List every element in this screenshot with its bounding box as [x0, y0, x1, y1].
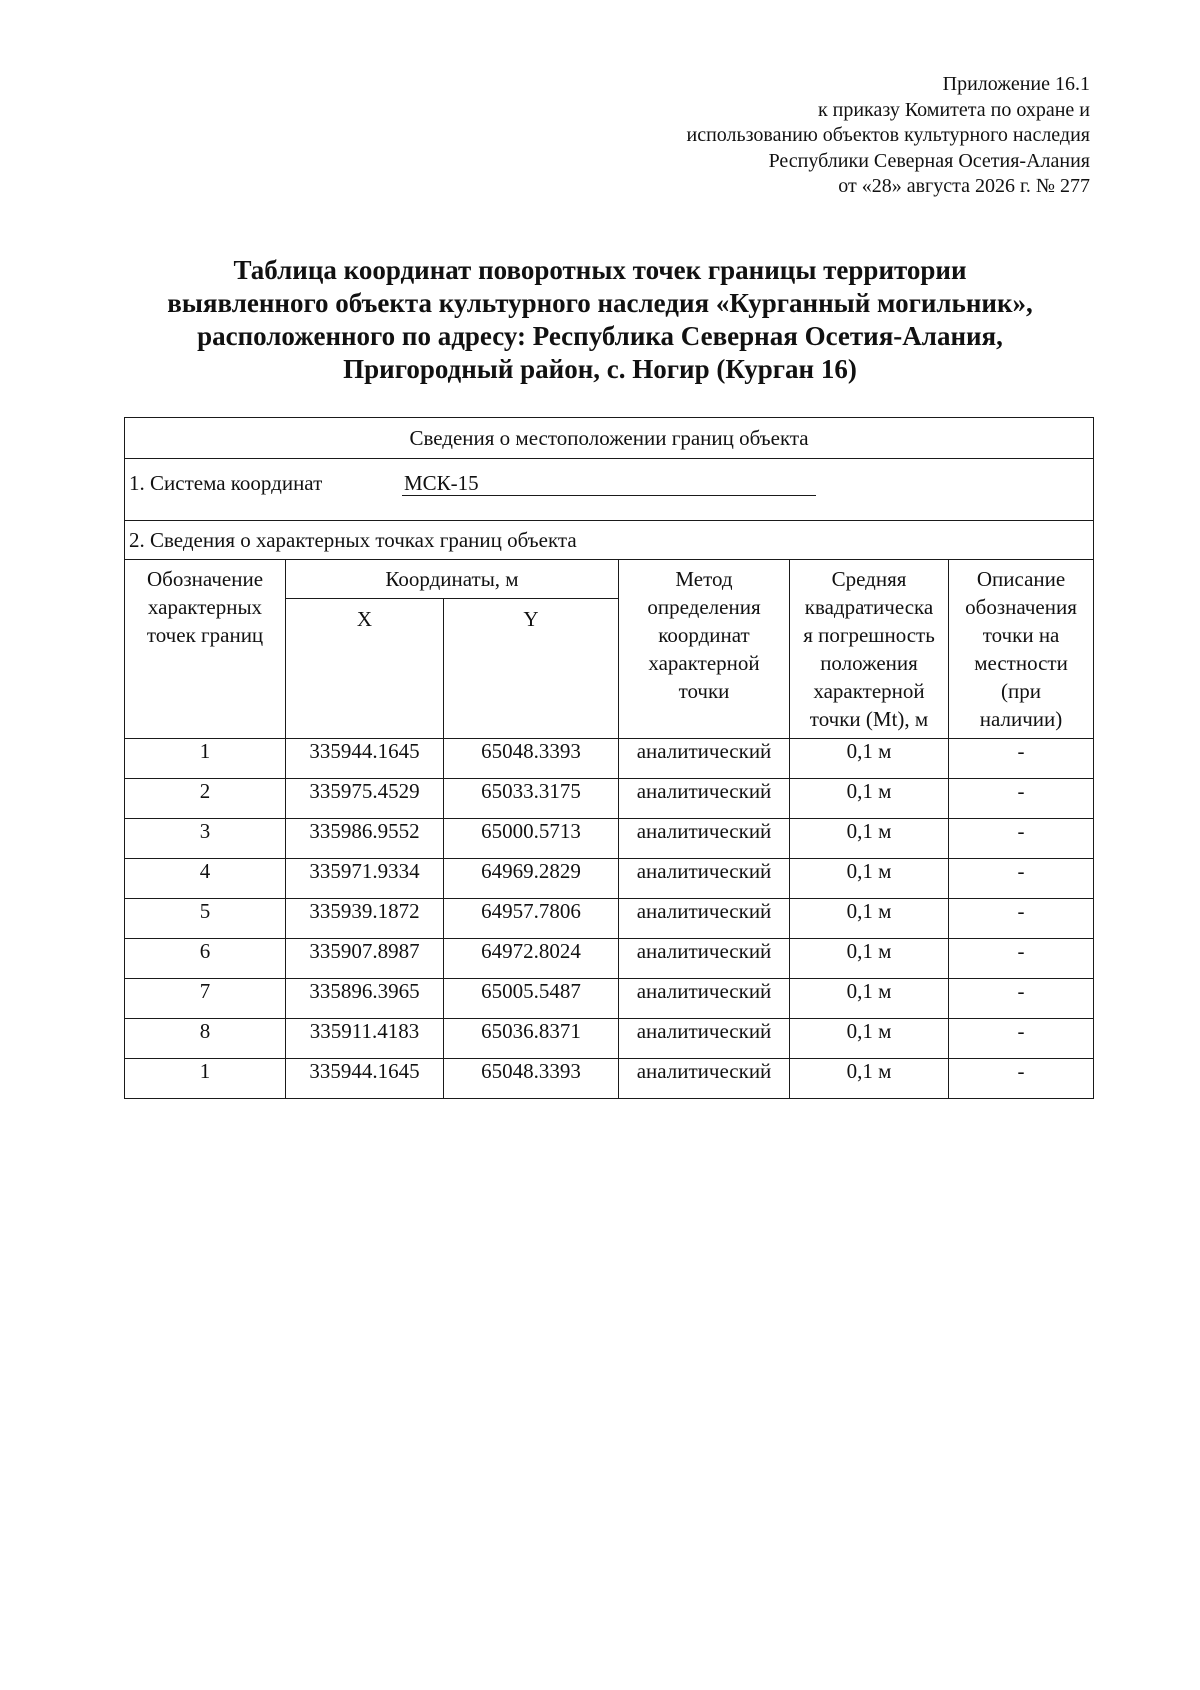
cell-y: 65000.5713 — [444, 819, 619, 859]
appendix-line: Приложение 16.1 — [942, 73, 1090, 95]
cell-description: - — [949, 859, 1094, 899]
header-text: точки (Mt), м — [809, 707, 929, 731]
header-text: обозначения — [965, 595, 1077, 619]
cell-x: 335939.1872 — [286, 899, 444, 939]
cell-x: 335986.9552 — [286, 819, 444, 859]
cell-y: 64957.7806 — [444, 899, 619, 939]
cell-method: аналитический — [619, 979, 790, 1019]
cell-error: 0,1 м — [790, 1059, 949, 1099]
cell-method: аналитический — [619, 1019, 790, 1059]
table-row — [125, 939, 1094, 979]
cell-description: - — [949, 1059, 1094, 1099]
table-row — [125, 979, 1094, 1019]
appendix-line: Республики Северная Осетия-Алания — [768, 149, 1090, 172]
cell-x: 335907.8987 — [286, 939, 444, 979]
cell-point: 8 — [125, 1019, 286, 1059]
header-text: (при — [1001, 679, 1042, 703]
coord-system-row — [125, 459, 1094, 521]
table-row — [125, 819, 1094, 859]
header-text: координат — [658, 623, 750, 647]
header-text: характерных — [147, 595, 263, 619]
cell-description: - — [949, 979, 1094, 1019]
cell-x: 335975.4529 — [286, 779, 444, 819]
appendix-line: к приказу Комитета по охране и — [817, 98, 1090, 121]
appendix-line: использованию объектов культурного наследия — [686, 124, 1090, 146]
table-body — [125, 739, 1094, 1099]
cell-y: 64969.2829 — [444, 859, 619, 899]
header-text: положения — [820, 651, 918, 675]
cell-description: - — [949, 739, 1094, 779]
table-row — [125, 739, 1094, 779]
header-text: характерной — [648, 651, 760, 675]
cell-point: 3 — [125, 819, 286, 859]
cell-x: 335896.3965 — [286, 979, 444, 1019]
title-line: выявленного объекта культурного наследия «Курганный могильник», — [167, 288, 1033, 318]
header-text: наличии) — [979, 707, 1063, 731]
section-title: Сведения о местоположении границ объекта — [125, 418, 1094, 459]
header-text: я погрешность — [803, 623, 935, 647]
header-text: Обозначение — [146, 567, 264, 591]
coordinates-table — [124, 417, 1094, 1099]
cell-y: 65048.3393 — [444, 1059, 619, 1099]
header-text: местности — [974, 651, 1068, 675]
cell-description: - — [949, 899, 1094, 939]
cell-error: 0,1 м — [790, 819, 949, 859]
points-section-label: 2. Сведения о характерных точках границ объекта — [125, 521, 1094, 560]
cell-y: 64972.8024 — [444, 939, 619, 979]
header-text: квадратическа — [804, 595, 934, 619]
header-text: точки на — [982, 623, 1060, 647]
cell-point: 1 — [125, 1059, 286, 1099]
cell-method: аналитический — [619, 1059, 790, 1099]
cell-method: аналитический — [619, 859, 790, 899]
coord-system-label: 1. Система координат — [129, 471, 323, 495]
header-x: X — [286, 599, 444, 739]
appendix-header — [490, 72, 1090, 200]
cell-description: - — [949, 819, 1094, 859]
header-text: Метод — [675, 567, 733, 591]
header-text: характерной — [813, 679, 925, 703]
cell-point: 4 — [125, 859, 286, 899]
cell-method: аналитический — [619, 779, 790, 819]
cell-y: 65033.3175 — [444, 779, 619, 819]
appendix-line: от «28» августа 2026 г. № 277 — [838, 175, 1090, 197]
cell-y: 65005.5487 — [444, 979, 619, 1019]
header-designation — [125, 560, 286, 739]
title-line: Таблица координат поворотных точек границы территории — [233, 255, 967, 285]
header-method — [619, 560, 790, 739]
table-row — [125, 779, 1094, 819]
header-description — [949, 560, 1094, 739]
cell-error: 0,1 м — [790, 939, 949, 979]
header-y: Y — [444, 599, 619, 739]
cell-method: аналитический — [619, 739, 790, 779]
header-text: Описание — [976, 567, 1066, 591]
table-row — [125, 899, 1094, 939]
cell-method: аналитический — [619, 899, 790, 939]
cell-error: 0,1 м — [790, 979, 949, 1019]
cell-point: 2 — [125, 779, 286, 819]
title-line: Пригородный район, с. Ногир (Курган 16) — [343, 354, 857, 384]
table-row — [125, 1059, 1094, 1099]
cell-point: 7 — [125, 979, 286, 1019]
cell-y: 65036.8371 — [444, 1019, 619, 1059]
header-error — [790, 560, 949, 739]
cell-x: 335971.9334 — [286, 859, 444, 899]
cell-error: 0,1 м — [790, 859, 949, 899]
header-text: точек границ — [146, 623, 264, 647]
cell-point: 1 — [125, 739, 286, 779]
cell-method: аналитический — [619, 819, 790, 859]
cell-description: - — [949, 779, 1094, 819]
cell-description: - — [949, 939, 1094, 979]
cell-x: 335944.1645 — [286, 739, 444, 779]
cell-point: 6 — [125, 939, 286, 979]
cell-description: - — [949, 1019, 1094, 1059]
cell-x: 335911.4183 — [286, 1019, 444, 1059]
header-coordinates: Координаты, м — [286, 560, 619, 599]
cell-method: аналитический — [619, 939, 790, 979]
document-title — [60, 254, 1140, 386]
cell-y: 65048.3393 — [444, 739, 619, 779]
header-text: точки — [678, 679, 730, 703]
table-row — [125, 859, 1094, 899]
cell-x: 335944.1645 — [286, 1059, 444, 1099]
title-line: расположенного по адресу: Республика Северная Осетия-Алания, — [197, 321, 1003, 351]
cell-error: 0,1 м — [790, 899, 949, 939]
coord-system-value: МСК-15 — [402, 471, 816, 496]
header-text: определения — [647, 595, 761, 619]
cell-point: 5 — [125, 899, 286, 939]
cell-error: 0,1 м — [790, 1019, 949, 1059]
header-text: Средняя — [831, 567, 907, 591]
cell-error: 0,1 м — [790, 779, 949, 819]
cell-error: 0,1 м — [790, 739, 949, 779]
table-row — [125, 1019, 1094, 1059]
